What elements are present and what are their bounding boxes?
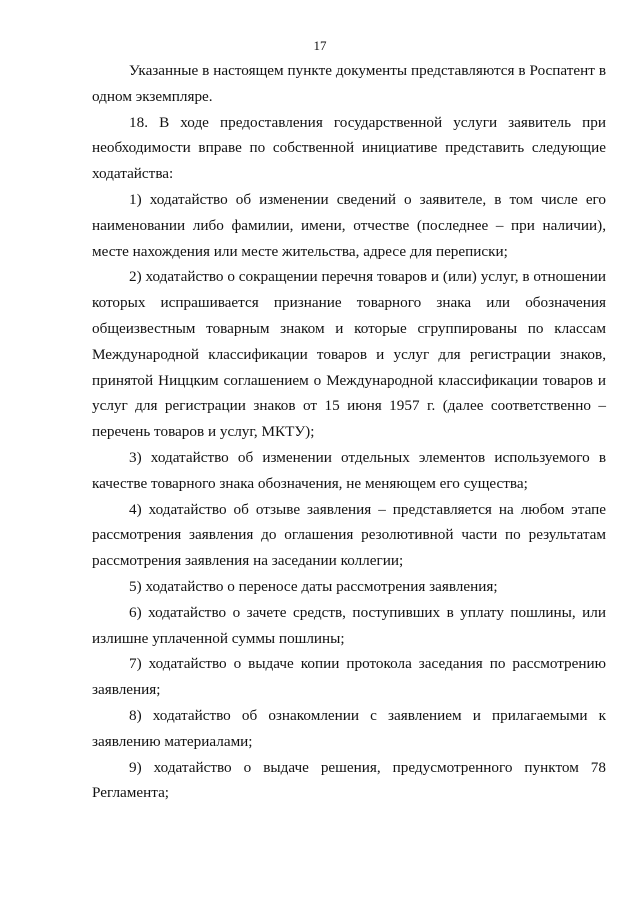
list-item-6: 6) ходатайство о зачете средств, поступивших в уплату пошлины, или излишне уплаченной суммы пошлины; (92, 603, 606, 647)
paragraph-documents-copy: Указанные в настоящем пункте документы представляются в Роспатент в одном экземпляре. (92, 62, 606, 105)
list-item-4: 4) ходатайство об отзыве заявления – представляется на любом этапе рассмотрения заявления до оглашения резолютивной части по результатам рассмотрения заявления на заседании коллегии; (92, 500, 606, 570)
list-item-2: 2) ходатайство о сокращении перечня товаров и (или) услуг, в отношении которых испрашивается признание товарного знака или обозначения общеизвестным товарным знаком и которые сгруппированы по классам Международной классификации товаров и услуг для регистрации знаков, принятой Ниццким соглашением о Международной классификации товаров и услуг для регистрации знаков от 15 июня 1957 г. (далее соответственно – перечень товаров и услуг, МКТУ); (92, 268, 606, 441)
list-item-8: 8) ходатайство об ознакомлении с заявлением и прилагаемыми к заявлению материалами; (92, 706, 606, 750)
page-number: 17 (313, 38, 327, 53)
list-item-3: 3) ходатайство об изменении отдельных элементов используемого в качестве товарного знака обозначения, не меняющем его существа; (92, 448, 606, 492)
list-item-7: 7) ходатайство о выдаче копии протокола заседания по рассмотрению заявления; (92, 655, 606, 699)
document-body (92, 58, 606, 806)
list-item-5: 5) ходатайство о переносе даты рассмотрения заявления; (129, 577, 498, 595)
list-item-1: 1) ходатайство об изменении сведений о заявителе, в том числе его наименовании либо фамилии, имени, отчестве (последнее – при наличии), месте нахождения или месте жительства, адресе для переписки; (92, 190, 606, 260)
paragraph-item-18: 18. В ходе предоставления государственной услуги заявитель при необходимости вправе по собственной инициативе представить следующие ходатайства: (92, 113, 606, 183)
list-item-9: 9) ходатайство о выдаче решения, предусмотренного пунктом 78 Регламента; (92, 758, 606, 802)
